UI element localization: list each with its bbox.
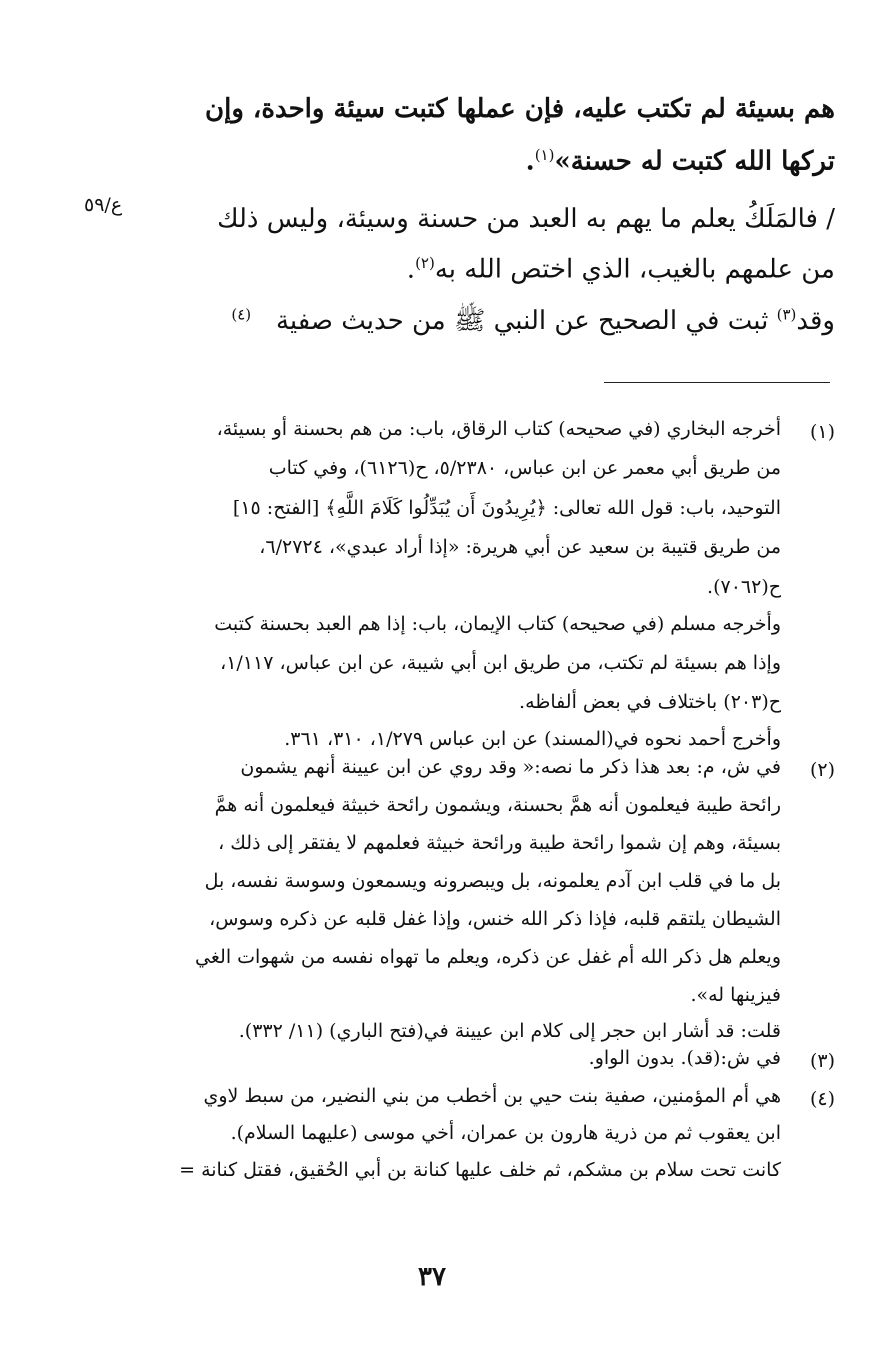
footnote-4-line: كانت تحت سلام بن مشكم، ثم خلف عليها كنانة بن أبي الحُقيق، فقتل كنانة = [179,1159,781,1181]
footnote-3 [151,1039,781,1079]
footnote-4 [151,1077,781,1197]
main-line-2-text: تركها الله كتبت له حسنة» [554,146,835,177]
footnote-1-line: ح(٧٠٦٢). [707,576,781,598]
footnote-2-line: في ش، م: بعد هذا ذكر ما نصه:« وقد روي عن ابن عيينة أنهم يشمون [240,756,781,778]
footnote-marker-3: (٣) [776,305,797,324]
footnote-2-line: الشيطان يلتقم قلبه، فإذا ذكر الله خنس، وإذا غفل قلبه عن ذكره وسوس، [209,908,781,930]
footnote-1-line: وإذا هم بسيئة لم تكتب، من طريق ابن أبي شيبة، عن ابن عباس، ١/١١٧، [220,652,781,674]
page-number: ٣٧ [418,1262,446,1292]
footnote-separator [604,382,830,383]
footnote-2-line: قلت: قد أشار ابن حجر إلى كلام ابن عيينة في(فتح الباري) (١١/ ٣٣٢). [238,1020,781,1042]
footnote-1-line: التوحيد، باب: قول الله تعالى: ﴿يُرِيدُونَ أَن يُبَدِّلُوا كَلَامَ اللَّهِ﴾ [الفتح: ١٥] [232,497,781,519]
main-line-5-start: وقد [796,306,835,336]
footnote-marker-1: (١) [534,146,555,164]
footnote-3-line: في ش:(قد). بدون الواو. [588,1047,781,1069]
main-line-5-text: ثبت في الصحيح عن النبي ﷺ من حديث صفية [275,306,769,336]
main-line-2-end: . [525,146,535,177]
footnote-number-2: (٢) [809,759,835,781]
footnote-number-4: (٤) [809,1088,835,1110]
footnote-2-line: بسيئة، وهم إن شموا رائحة طيبة ورائحة خبيثة فعلمهم لا يفتقر إلى ذلك ، [218,832,781,854]
footnote-1-line: ح(٢٠٣) باختلاف في بعض ألفاظه. [519,691,781,713]
main-line-4-end: . [406,254,416,285]
footnote-number-1: (١) [809,421,835,443]
main-line-4-text: من علمهم بالغيب، الذي اختص الله به [434,254,835,285]
margin-reference: ع/٥٩ [84,194,123,216]
main-line-3: / فالمَلَكُ يعلم ما يهم به العبد من حسنة وسيئة، وليس ذلك [217,204,835,234]
main-line-4 [407,254,835,285]
main-line-2 [526,146,835,177]
footnote-1-line: أخرجه البخاري (في صحيحه) كتاب الرقاق، باب: من هم بحسنة أو بسيئة، [216,418,781,440]
footnote-2-line: رائحة طيبة فيعلمون أنه همَّ بحسنة، ويشمون رائحة خبيثة فيعلمون أنه همَّ [214,794,781,816]
main-line-5 [231,304,835,342]
footnote-marker-2: (٢) [415,254,435,272]
footnote-2 [151,748,781,1068]
footnote-2-line: بل ما في قلب ابن آدم يعلمونه، بل ويبصرونه ويسمعون وسوسة نفسه، بل [204,870,781,892]
footnote-1-line: من طريق قتيبة بن سعيد عن أبي هريرة: «إذا أراد عبدي»، ٦/٢٧٢٤، [259,536,781,558]
footnote-4-line: هي أم المؤمنين، صفية بنت حيي بن أخطب من بني النضير، من سبط لاوي [203,1085,781,1107]
footnote-4-line: ابن يعقوب ثم من ذرية هارون بن عمران، أخي موسى (عليهما السلام). [230,1122,781,1144]
footnote-1-line: وأخرجه مسلم (في صحيحه) كتاب الإيمان، باب: إذا هم العبد بحسنة كتبت [214,613,781,635]
footnote-1-line: وأخرج أحمد نحوه في(المسند) عن ابن عباس ١/٢٧٩، ٣١٠، ٣٦١. [284,728,781,750]
footnote-marker-4: (٤) [231,305,252,324]
main-line-1: هم بسيئة لم تكتب عليه، فإن عملها كتبت سيئة واحدة، وإن [205,94,835,124]
footnote-1-line: من طريق أبي معمر عن ابن عباس، ٥/٢٣٨٠، ح(٦١٢٦)، وفي كتاب [268,457,781,479]
footnote-2-line: ويعلم هل ذكر الله أم غفل عن ذكره، ويعلم ما تهواه نفسه من شهوات الغي [195,946,781,968]
footnote-1 [151,410,781,770]
footnote-number-3: (٣) [809,1050,835,1072]
footnote-2-line: فيزينها له». [690,984,781,1006]
